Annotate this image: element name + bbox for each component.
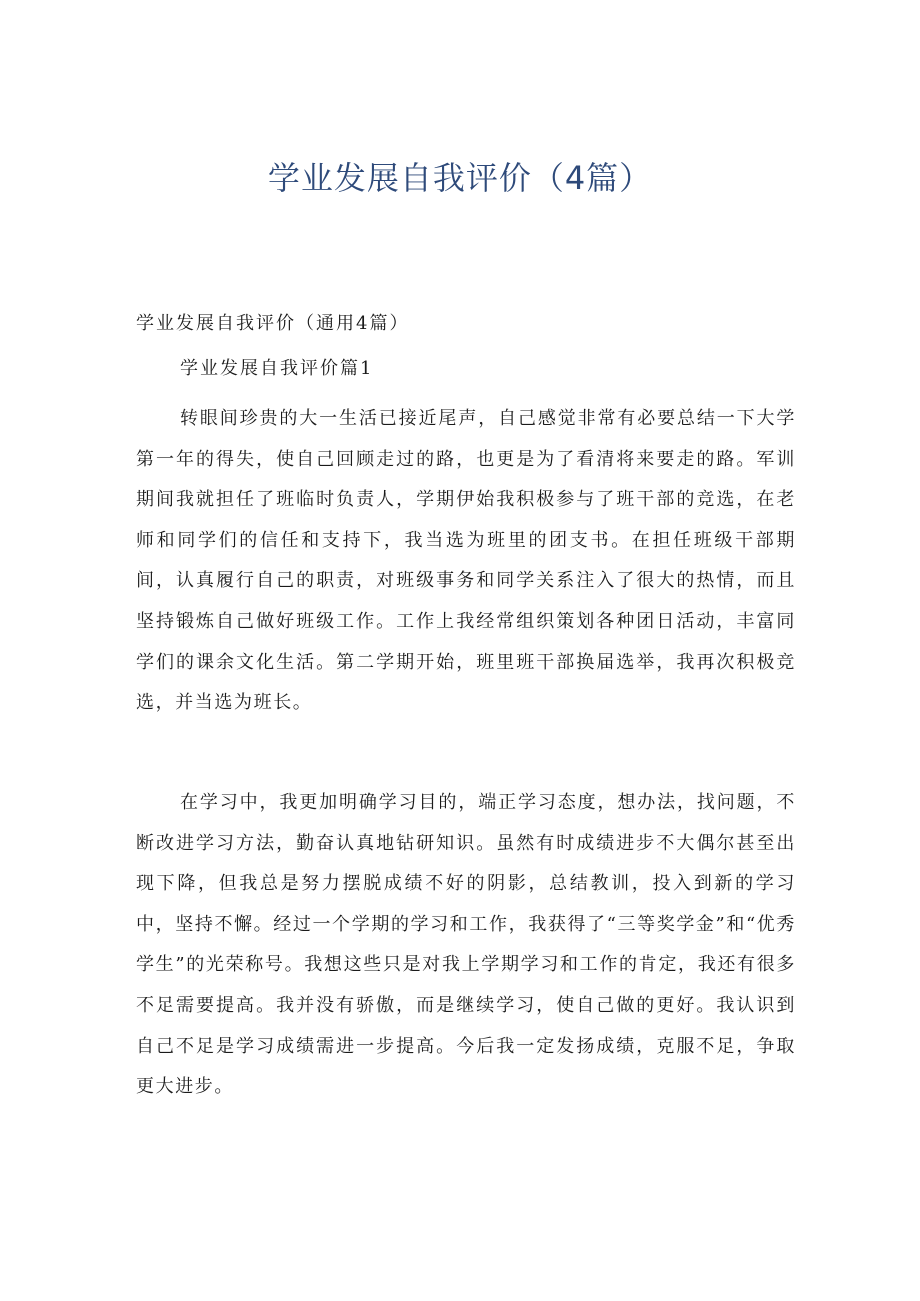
section-heading: 学业发展自我评价篇1 [180,358,374,379]
body-paragraph: 转眼间珍贵的大一生活已接近尾声，自己感觉非常有必要总结一下大学第一年的得失，使自己回顾走过的路，也更是为了看清将来要走的路。军训期间我就担任了班临时负责人，学期伊始我积极参与了班干部的竞选，在老师和同学们的信任和支持下，我当选为班里的团支书。在担任班级干部期间，认真履行自己的职责，对班级事务和同学关系注入了很大的热情，而且坚持锻炼自己做好班级工作。工作上我经常组织策划各种团日活动，丰富同学们的课余文化生活。第二学期开始，班里班干部换届选举，我再次积极竞选，并当选为班长。 [136,408,796,714]
document-title: 学业发展自我评价（4篇） [267,159,653,197]
document-subtitle: 学业发展自我评价（通用4篇） [136,313,410,334]
body-paragraph: 在学习中，我更加明确学习目的，端正学习态度，想办法，找问题，不断改进学习方法，勤奋认真地钻研知识。虽然有时成绩进步不大偶尔甚至出现下降，但我总是努力摆脱成绩不好的阴影，总结教训，投入到新的学习中，坚持不懈。经过一个学期的学习和工作，我获得了“三等奖学金”和“优秀学生”的光荣称号。我想这些只是对我上学期学习和工作的肯定，我还有很多不足需要提高。我并没有骄傲，而是继续学习，使自己做的更好。我认识到自己不足是学习成绩需进一步提高。今后我一定发扬成绩，克服不足，争取更大进步。 [136,792,796,1098]
